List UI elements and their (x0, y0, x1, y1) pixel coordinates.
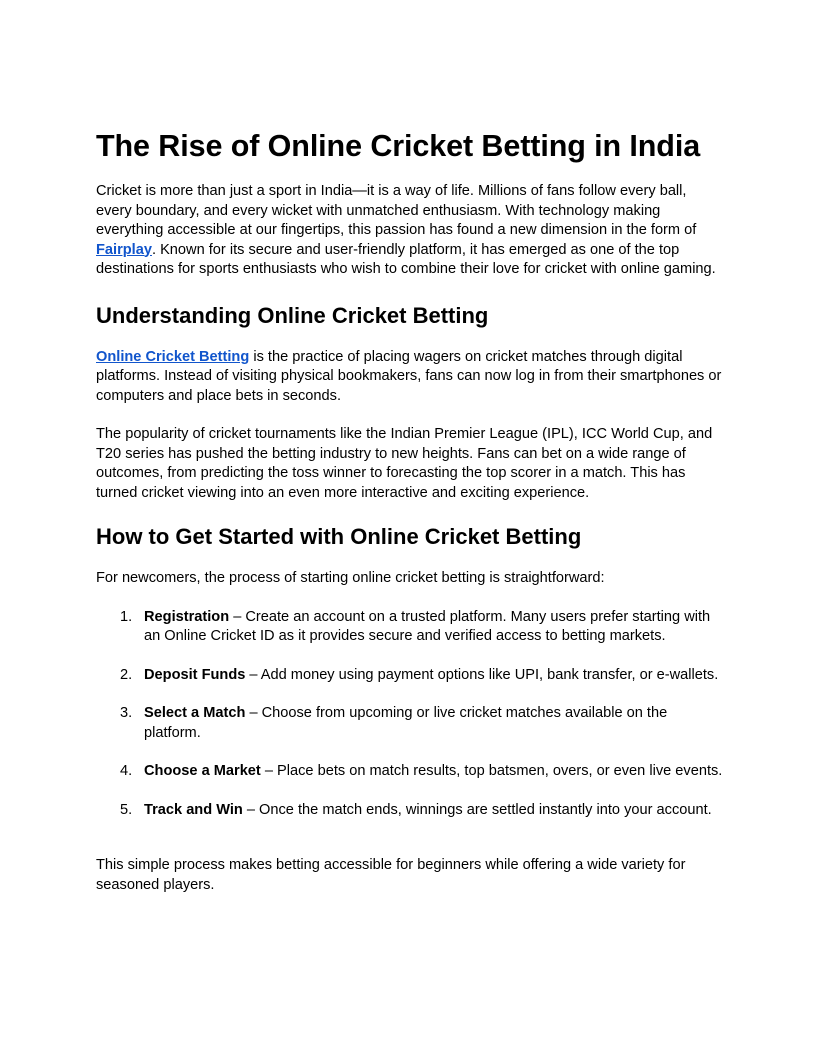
step-item-select-match (96, 704, 724, 743)
step-title: Track and Win (144, 801, 243, 818)
closing-paragraph: This simple process makes betting accessible for beginners while offering a wide variety for seasoned players. (96, 857, 686, 893)
step-number: 1. (120, 608, 133, 625)
step-text: – Once the match ends, winnings are settled instantly into your account. (242, 801, 712, 818)
step-number: 5. (120, 801, 133, 818)
page-title: The Rise of Online Cricket Betting in India (96, 129, 701, 163)
step-number: 3. (120, 705, 133, 721)
step-text: – Create an account on a trusted platform. Many users prefer starting with an Online Cricket ID as it provides secure and verified access to betting markets. (144, 608, 711, 644)
step-number: 4. (120, 763, 133, 779)
step-title: Deposit Funds (144, 666, 246, 683)
step-item-registration (96, 608, 724, 647)
understanding-paragraph-1 (96, 348, 724, 407)
step-item-deposit-funds (96, 666, 724, 686)
step-text: – Add money using payment options like UPI, bank transfer, or e-wallets. (245, 666, 719, 683)
intro-text-start: Cricket is more than just a sport in India—it is a way of life. Millions of fans follow every ball, every boundary, and every wicket with unmatched enthusiasm. With technology making everything accessible at our fingertips, this passion has found a new dimension in the form of (96, 183, 697, 238)
getting-started-intro: For newcomers, the process of starting online cricket betting is straightforward: (96, 570, 605, 586)
step-item-choose-market (96, 762, 724, 782)
steps-list (96, 608, 724, 821)
document-page (96, 126, 724, 895)
step-title: Select a Match (144, 705, 246, 721)
step-item-track-and-win (96, 801, 724, 821)
step-text: – Choose from upcoming or live cricket matches available on the platform. (144, 705, 668, 741)
step-title: Registration (144, 608, 230, 625)
understanding-paragraph-1-text: is the practice of placing wagers on cricket matches through digital platforms. Instead of visiting physical bookmakers, fans can now log in from their smartphones or computers and place bets in seconds. (96, 348, 722, 404)
intro-text-end: . Known for its secure and user-friendly platform, it has emerged as one of the top destinations for sports enthusiasts who wish to combine their love for cricket with online gaming. (96, 241, 716, 277)
step-number: 2. (120, 666, 133, 683)
fairplay-link[interactable]: Fairplay (96, 241, 152, 258)
heading-understanding: Understanding Online Cricket Betting (96, 302, 489, 328)
understanding-paragraph-2: The popularity of cricket tournaments like the Indian Premier League (IPL), ICC World Cup, and T20 series has pushed the betting industry to new heights. Fans can bet on a wide range of outcomes, from predicting the toss winner to forecasting the top scorer in a match. This has turned cricket viewing into an even more interactive and exciting experience. (96, 426, 713, 501)
step-title: Choose a Market (144, 763, 261, 779)
step-text: – Place bets on match results, top batsmen, overs, or even live events. (260, 763, 723, 779)
heading-getting-started: How to Get Started with Online Cricket Betting (96, 524, 582, 549)
online-cricket-betting-link[interactable]: Online Cricket Betting (96, 348, 250, 365)
intro-paragraph (96, 182, 724, 280)
